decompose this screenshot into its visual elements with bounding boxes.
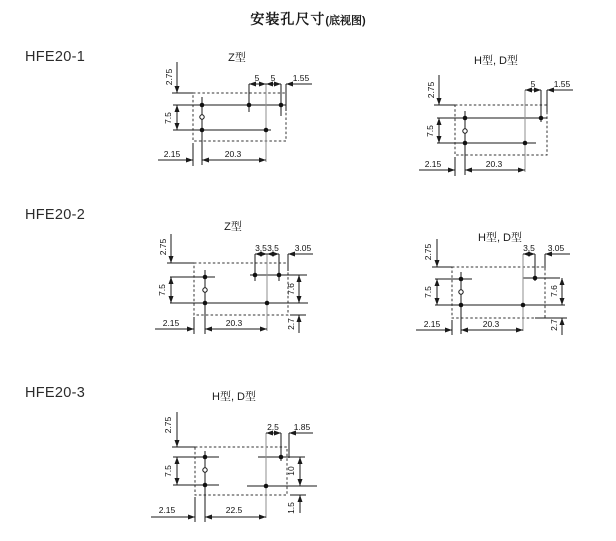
mounting-hole [200,103,205,108]
page-title-paren: (底视图) [325,15,366,27]
dimension-lines [419,75,573,170]
mounting-hole [277,273,282,278]
mounting-hole [459,277,464,282]
pilot-hole [459,290,463,294]
diagram-hfe20-2-z [155,219,313,334]
dim-label: 20.3 [225,318,243,328]
dim-label: 3.05 [547,243,565,253]
pilot-hole [203,468,207,472]
dim-label: 1.85 [293,422,311,432]
pilot-hole [463,129,467,133]
mounting-hole [279,455,284,460]
diagram-hfe20-3-hd [151,389,317,522]
dimension-lines [151,412,313,517]
mounting-hole [247,103,252,108]
dim-label: 5 [530,79,536,89]
mounting-hole [200,128,205,133]
model-label-hfe20-3: HFE20-3 [25,385,86,401]
relay-outline [452,267,545,318]
dim-label: 7.5 [163,465,173,477]
dim-label: 20.3 [485,159,503,169]
dim-label: 2.75 [158,238,168,256]
relay-outline [455,105,547,155]
mounting-hole [203,301,208,306]
diagram-hfe20-2-hd [416,230,570,335]
mounting-hole [533,276,538,281]
dimension-lines [158,62,312,160]
dim-label: 2.15 [158,505,176,515]
dim-label: 7.5 [157,284,167,296]
mounting-hole [539,116,544,121]
variant-label: H型, D型 [212,391,256,403]
dim-label: 2.5 [267,422,279,432]
mounting-hole [521,303,526,308]
mounting-hole [265,301,270,306]
variant-label: Z型 [224,221,242,233]
pilot-hole [200,115,204,119]
dim-label: 2.7 [286,318,296,330]
dim-label: 7.6 [286,283,296,295]
mounting-hole [253,273,258,278]
dim-label: 10 [286,466,296,476]
model-label-hfe20-2: HFE20-2 [25,207,86,223]
dim-label: 7.6 [549,285,559,297]
relay-outline [194,263,288,315]
dim-label: 20.3 [482,319,500,329]
dim-label: 1.55 [553,79,571,89]
dim-label: 3.5 [255,243,267,253]
page-title-main: 安装孔尺寸 [250,11,326,27]
dim-label: 7.5 [425,125,435,137]
dim-label: 3.5 [267,243,279,253]
mounting-hole [203,483,208,488]
variant-label: H型, D型 [474,55,518,67]
mounting-hole [203,275,208,280]
mounting-hole [459,303,464,308]
variant-label: H型, D型 [478,232,522,244]
dim-label: 20.3 [224,149,242,159]
mounting-hole [203,455,208,460]
dim-label: 2.7 [549,319,559,331]
mounting-hole [264,484,269,489]
dim-label: 2.75 [163,416,173,434]
dim-label: 2.15 [162,318,180,328]
dim-label: 1.5 [286,502,296,514]
relay-outline [193,93,286,141]
variant-label: Z型 [228,52,246,64]
mounting-hole [279,103,284,108]
dim-label: 3.5 [523,243,535,253]
dim-label: 5 [254,73,260,83]
mounting-hole [523,141,528,146]
mounting-hole [463,141,468,146]
dim-label: 2.15 [163,149,181,159]
dim-label: 5 [270,73,276,83]
dim-label: 2.75 [423,243,433,261]
dim-label: 1.55 [292,73,310,83]
dim-label: 7.5 [423,286,433,298]
dim-label: 7.5 [163,112,173,124]
pilot-hole [203,288,207,292]
dim-label: 3.05 [294,243,312,253]
dim-label: 2.15 [424,159,442,169]
dim-label: 2.75 [426,81,436,99]
relay-outline [195,447,287,495]
dim-label: 2.15 [423,319,441,329]
diagram-hfe20-1-hd [419,53,573,176]
mounting-hole [264,128,269,133]
dim-label: 22.5 [225,505,243,515]
mounting-hole [463,116,468,121]
model-label-hfe20-1: HFE20-1 [25,49,86,65]
dim-label: 2.75 [164,68,174,86]
diagram-hfe20-1-z [158,50,312,166]
